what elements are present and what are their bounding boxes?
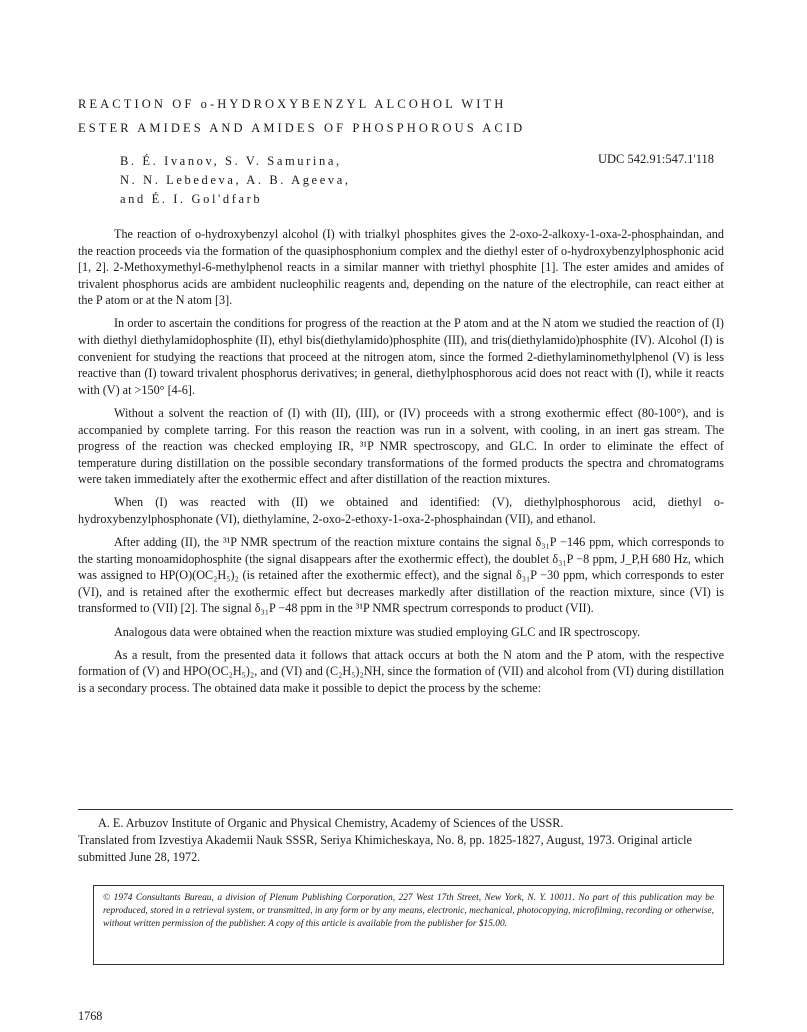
author-line-1: B. É. Ivanov, S. V. Samurina, bbox=[120, 154, 342, 168]
copyright-notice: © 1974 Consultants Bureau, a division of Plenum Publishing Corporation, 227 West 17th Street, New York, N. Y. 10011. No part of this publication may be reproduced, stored in a retrieval system, or transmitted, in any form or by any means, electronic, mechanical, photocopying, microfilming, recording or otherwise, without written permission of the publisher. A copy of this article is available from the publisher for $15.00. bbox=[93, 885, 724, 965]
paragraph-2: In order to ascertain the conditions for progress of the reaction at the P atom and at the N atom we studied the reaction of (I) with diethyl diethylamidophosphite (II), ethyl bis(diethylamido)phosphite (III), and tris(diethylamido)phosphite (IV). Alcohol (I) is convenient for studying the reactions that proceed at the nitrogen atom, since the formed 2-diethylaminomethylphenol (V) is less reactive than (I) toward trivalent phosphorus derivatives; in general, diethylphosphorous acid does not react with (I), while it reacts with (V) at >150° [4-6]. bbox=[78, 316, 724, 397]
affiliation-translation-note: Translated from Izvestiya Akademii Nauk SSSR, Seriya Khimicheskaya, No. 8, pp. 1825-1827, August, 1973. Original article submitted June 28, 1972. bbox=[78, 833, 692, 864]
article-title-line-2: ESTER AMIDES AND AMIDES OF PHOSPHOROUS ACID bbox=[78, 121, 526, 135]
paragraph-3: Without a solvent the reaction of (I) with (II), (III), or (IV) proceeds with a strong exothermic effect (80-100°), and is accompanied by complete tarring. For this reason the reaction was run in a solvent, with cooling, in an inert gas stream. The progress of the reaction was checked employing IR, ³¹P NMR spectroscopy, and GLC. In order to eliminate the effect of temperature during distillation on the possible secondary transformations of the formed products the spectra and chromatograms were taken immediately after the exothermic effect and after distillation of the reaction mixtures. bbox=[78, 405, 724, 487]
paragraph-5: After adding (II), the ³¹P NMR spectrum of the reaction mixture contains the signal δ₃₁P −146 ppm, which corresponds to the starting monoamidophosphite (the signal disappears after the exothermic effect), the doublet δ₃₁P −8 ppm, J_P,H 680 Hz, which was assigned to HP(O)(OC₂H₅)₂ (is retained after the exothermic effect), and the signal δ₃₁P −30 ppm, which corresponds to ester (VI), and is retained after the exothermic effect but decreases markedly after distillation of the reaction mixture, since (VI) is transformed to (VII) [2]. The signal δ₃₁P −48 ppm in the ³¹P NMR spectrum corresponds to product (VII). bbox=[78, 535, 724, 616]
article-title-line-1: REACTION OF o-HYDROXYBENZYL ALCOHOL WITH bbox=[78, 97, 507, 111]
affiliation-footnote bbox=[78, 815, 728, 866]
author-line-2: N. N. Lebedeva, A. B. Ageeva, bbox=[120, 173, 351, 187]
author-line-3: and É. I. Gol'dfarb bbox=[120, 192, 263, 206]
paragraph-7: As a result, from the presented data it follows that attack occurs at both the N atom and the P atom, with the respective formation of (V) and HPO(OC₂H₅)₂, and (VI) and (C₂H₅)₂NH, since the formation of (VII) and alcohol from (VI) during distillation is a secondary process. The obtained data make it possible to depict the process by the scheme: bbox=[78, 647, 724, 695]
paragraph-1: The reaction of o-hydroxybenzyl alcohol (I) with trialkyl phosphites gives the 2-oxo-2-alkoxy-1-oxa-2-phosphaindan, and the reaction proceeds via the formation of the quasiphosphonium complex and the diethyl ester of o-hydroxybenzylphosphonic acid [1, 2]. 2-Methoxymethyl-6-methylphenol reacts in a similar manner with triethyl phosphite [1]. The ester amides and amides of trivalent phosphorus acids are ambident nucleophilic reagents and, depending on the nature of the electrophile, can react either at the P atom or at the N atom [3]. bbox=[78, 227, 724, 308]
page-number: 1768 bbox=[78, 1009, 103, 1023]
udc-code: UDC 542.91:547.1'118 bbox=[598, 152, 715, 166]
article-body bbox=[78, 226, 724, 703]
paragraph-6: Analogous data were obtained when the reaction mixture was studied employing GLC and IR spectroscopy. bbox=[114, 624, 641, 639]
affiliation-institute: A. E. Arbuzov Institute of Organic and Physical Chemistry, Academy of Sciences of the USSR. bbox=[98, 816, 564, 830]
footnote-divider bbox=[78, 809, 733, 810]
author-list bbox=[120, 152, 351, 209]
paragraph-4: When (I) was reacted with (II) we obtained and identified: (V), diethylphosphorous acid, diethyl o-hydroxybenzylphosphonate (VI), diethylamine, 2-oxo-2-ethoxy-1-oxa-2-phosphaindan (VII), and ethanol. bbox=[78, 495, 724, 526]
